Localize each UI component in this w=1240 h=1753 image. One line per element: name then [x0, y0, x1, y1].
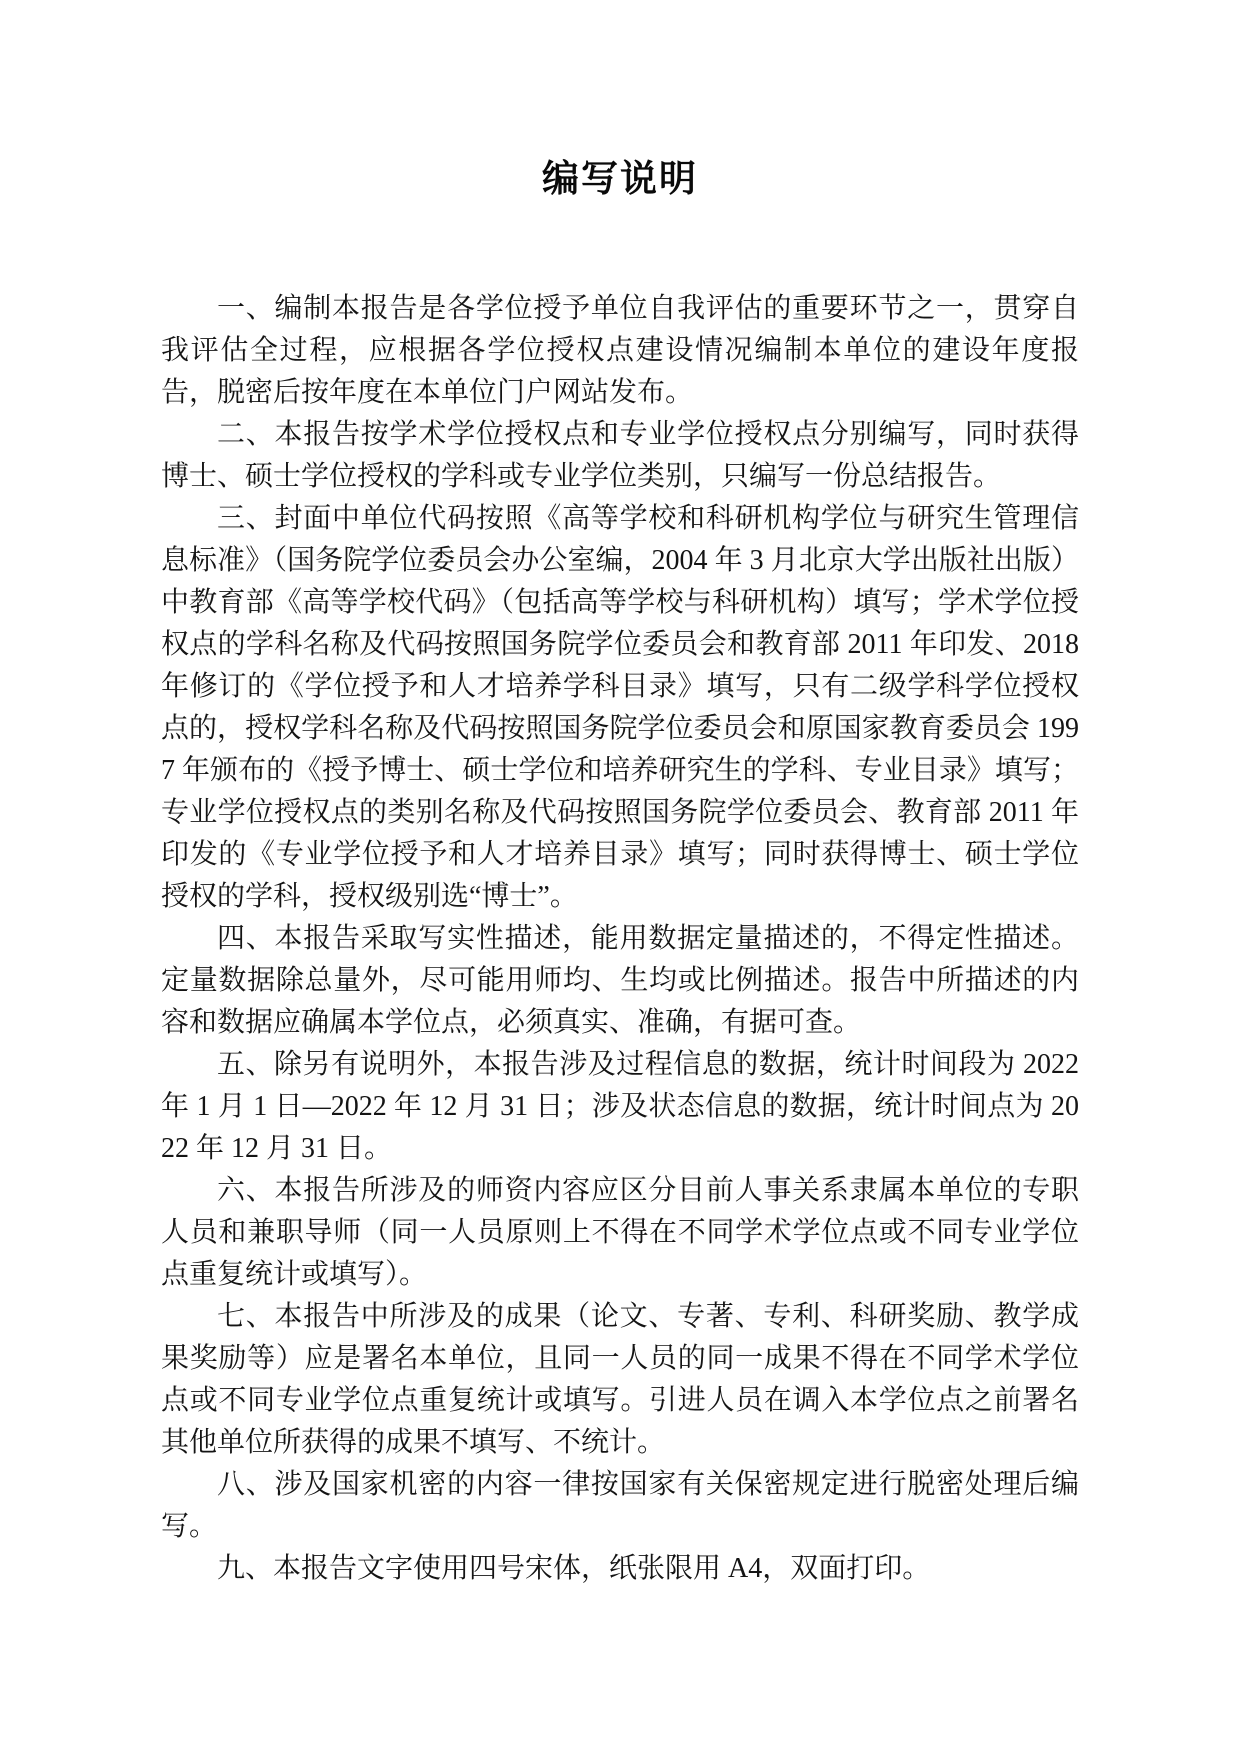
paragraph: 六、本报告所涉及的师资内容应区分目前人事关系隶属本单位的专职人员和兼职导师（同一人员原则上不得在不同学术学位点或不同专业学位点重复统计或填写）。 [161, 1175, 1079, 1290]
paragraph: 三、封面中单位代码按照《高等学校和科研机构学位与研究生管理信息标准》（国务院学位委员会办公室编，2004 年 3 月北京大学出版社出版）中教育部《高等学校代码》（包括高等学校与科研机构）填写；学术学位授权点的学科名称及代码按照国务院学位委员会和教育部 2011 年印发、2018 年修订的《学位授予和人才培养学科目录》填写，只有二级学科学位授权点的，授权学科名称及代码按照国务院学位委员会和原国家教育委员会 1997 年颁布的《授予博士、硕士学位和培养研究生的学科、专业目录》填写；专业学位授权点的类别名称及代码按照国务院学位委员会、教育部 2011 年印发的《专业学位授予和人才培养目录》填写；同时获得博士、硕士学位授权的学科，授权级别选“博士”。 [161, 503, 1079, 912]
page-title: 编写说明 [542, 158, 698, 199]
paragraph: 一、编制本报告是各学位授予单位自我评估的重要环节之一，贯穿自我评估全过程，应根据各学位授权点建设情况编制本单位的建设年度报告，脱密后按年度在本单位门户网站发布。 [161, 293, 1079, 408]
document-body [161, 288, 1079, 1590]
paragraph: 五、除另有说明外，本报告涉及过程信息的数据，统计时间段为 2022 年 1 月 1 日—2022 年 12 月 31 日；涉及状态信息的数据，统计时间点为 2022 年 12 月 31 日。 [161, 1049, 1079, 1164]
paragraph: 八、涉及国家机密的内容一律按国家有关保密规定进行脱密处理后编写。 [161, 1469, 1079, 1542]
paragraph: 二、本报告按学术学位授权点和专业学位授权点分别编写，同时获得博士、硕士学位授权的学科或专业学位类别，只编写一份总结报告。 [161, 419, 1079, 492]
paragraph: 七、本报告中所涉及的成果（论文、专著、专利、科研奖励、教学成果奖励等）应是署名本单位，且同一人员的同一成果不得在不同学术学位点或不同专业学位点重复统计或填写。引进人员在调入本学位点之前署名其他单位所获得的成果不填写、不统计。 [161, 1301, 1079, 1458]
paragraph: 四、本报告采取写实性描述，能用数据定量描述的，不得定性描述。定量数据除总量外，尽可能用师均、生均或比例描述。报告中所描述的内容和数据应确属本学位点，必须真实、准确，有据可查。 [161, 923, 1079, 1038]
paragraph: 九、本报告文字使用四号宋体，纸张限用 A4，双面打印。 [217, 1553, 931, 1584]
